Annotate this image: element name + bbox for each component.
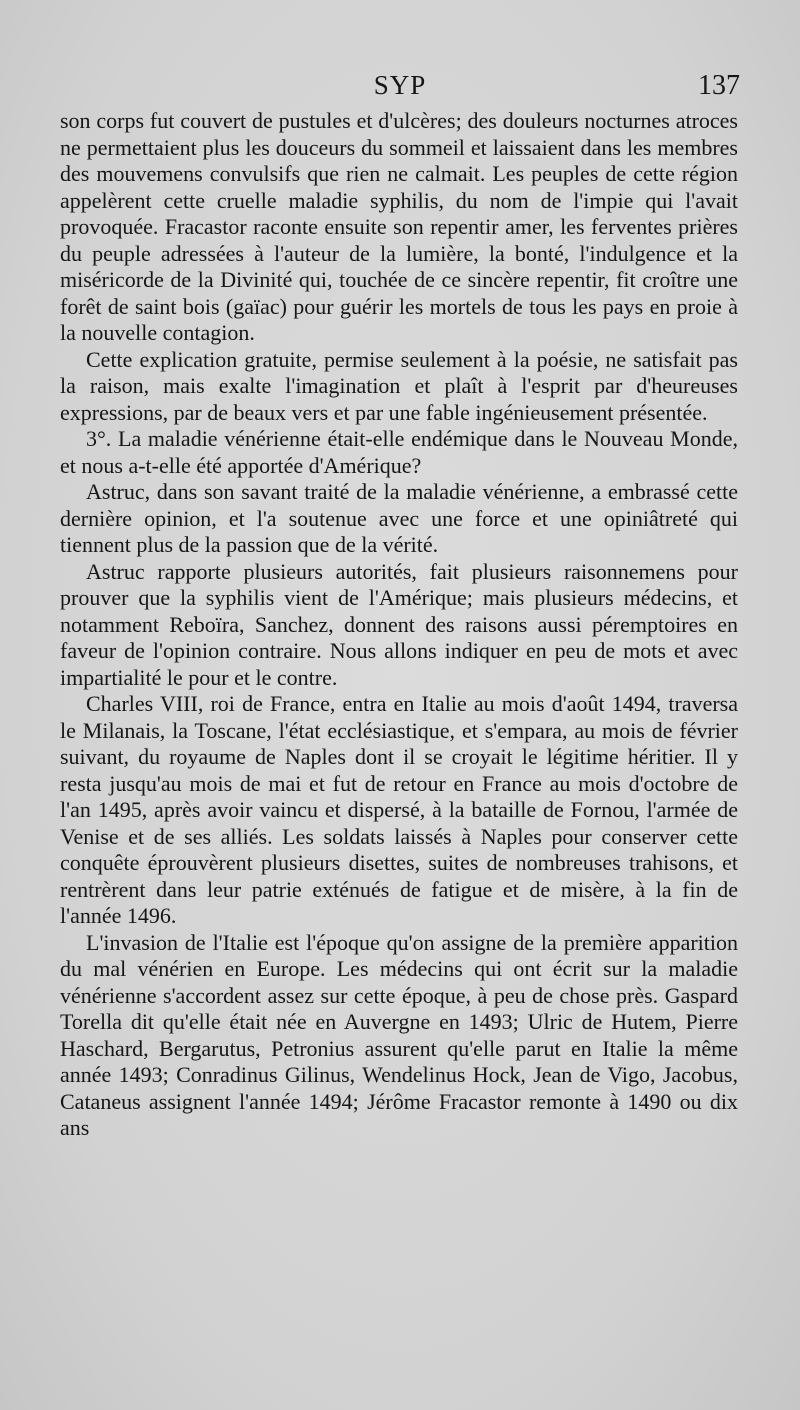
paragraph-explication: Cette explication gratuite, permise seulement à la poésie, ne satisfait pas la raison, mais exalte l'imagination et plaît à l'esprit par d'heureuses expressions, par de beaux vers et par une fable ingénieusement présentée.: [60, 346, 738, 425]
page-number: 137: [698, 70, 740, 101]
running-head-title: SYP: [373, 70, 427, 100]
running-head: [60, 70, 740, 110]
body-text: [60, 108, 738, 1142]
paragraph-astruc-authorities: Astruc rapporte plusieurs autorités, fait plusieurs raisonnemens pour prouver que la syphilis vient de l'Amérique; mais plusieurs médecins, et notamment Reboïra, Sanchez, donnent des raisons aussi péremptoires en faveur de l'opinion contraire. Nous allons indiquer en peu de mots et avec impartialité le pour et le contre.: [60, 558, 738, 690]
paragraph-charles-viii: Charles VIII, roi de France, entra en Italie au mois d'août 1494, traversa le Milanais, la Toscane, l'état ecclésiastique, et s'empara, au mois de février suivant, du royaume de Naples dont il se croyait le légitime héritier. Il y resta jusqu'au mois de mai et fut de retour en France au mois d'octobre de l'an 1495, après avoir vaincu et dispersé, à la bataille de Fornou, l'armée de Venise et de ses alliés. Les soldats laissés à Naples pour conserver cette conquête éprouvèrent plusieurs disettes, suites de nombreuses trahisons, et rentrèrent dans leur patrie exténués de fatigue et de misère, à la fin de l'année 1496.: [60, 691, 738, 928]
paragraph-astruc-opinion: Astruc, dans son savant traité de la maladie vénérienne, a embrassé cette dernière opinion, et l'a soutenue avec une force et une opiniâtreté qui tiennent plus de la passion que de la vérité.: [60, 479, 738, 557]
paragraph-question-3: 3°. La maladie vénérienne était-elle endémique dans le Nouveau Monde, et nous a-t-elle été apportée d'Amérique?: [60, 426, 738, 478]
paragraph-continuation: son corps fut couvert de pustules et d'ulcères; des douleurs nocturnes atroces ne permettaient plus les douceurs du sommeil et laissaient dans les membres des mouvemens convulsifs que rien ne calmait. Les peuples de cette région appelèrent cette cruelle maladie syphilis, du nom de l'impie qui l'avait provoquée. Fracastor raconte ensuite son repentir amer, les ferventes prières du peuple adressées à l'auteur de la lumière, la bonté, l'indulgence et la miséricorde de la Divinité qui, touchée de ce sincère repentir, fit croître une forêt de saint bois (gaïac) pour guérir les mortels de tous les pays en proie à la nouvelle contagion.: [60, 108, 738, 345]
paragraph-invasion-italie: L'invasion de l'Italie est l'époque qu'on assigne de la première apparition du mal vénérien en Europe. Les médecins qui ont écrit sur la maladie vénérienne s'accordent assez sur cette époque, à peu de chose près. Gaspard Torella dit qu'elle était née en Auvergne en 1493; Ulric de Hutem, Pierre Haschard, Bergarutus, Petronius assurent qu'elle parut en Italie la même année 1493; Conradinus Gilinus, Wendelinus Hock, Jean de Vigo, Jacobus, Cataneus assignent l'année 1494; Jérôme Fracastor remonte à 1490 ou dix ans: [60, 929, 738, 1140]
